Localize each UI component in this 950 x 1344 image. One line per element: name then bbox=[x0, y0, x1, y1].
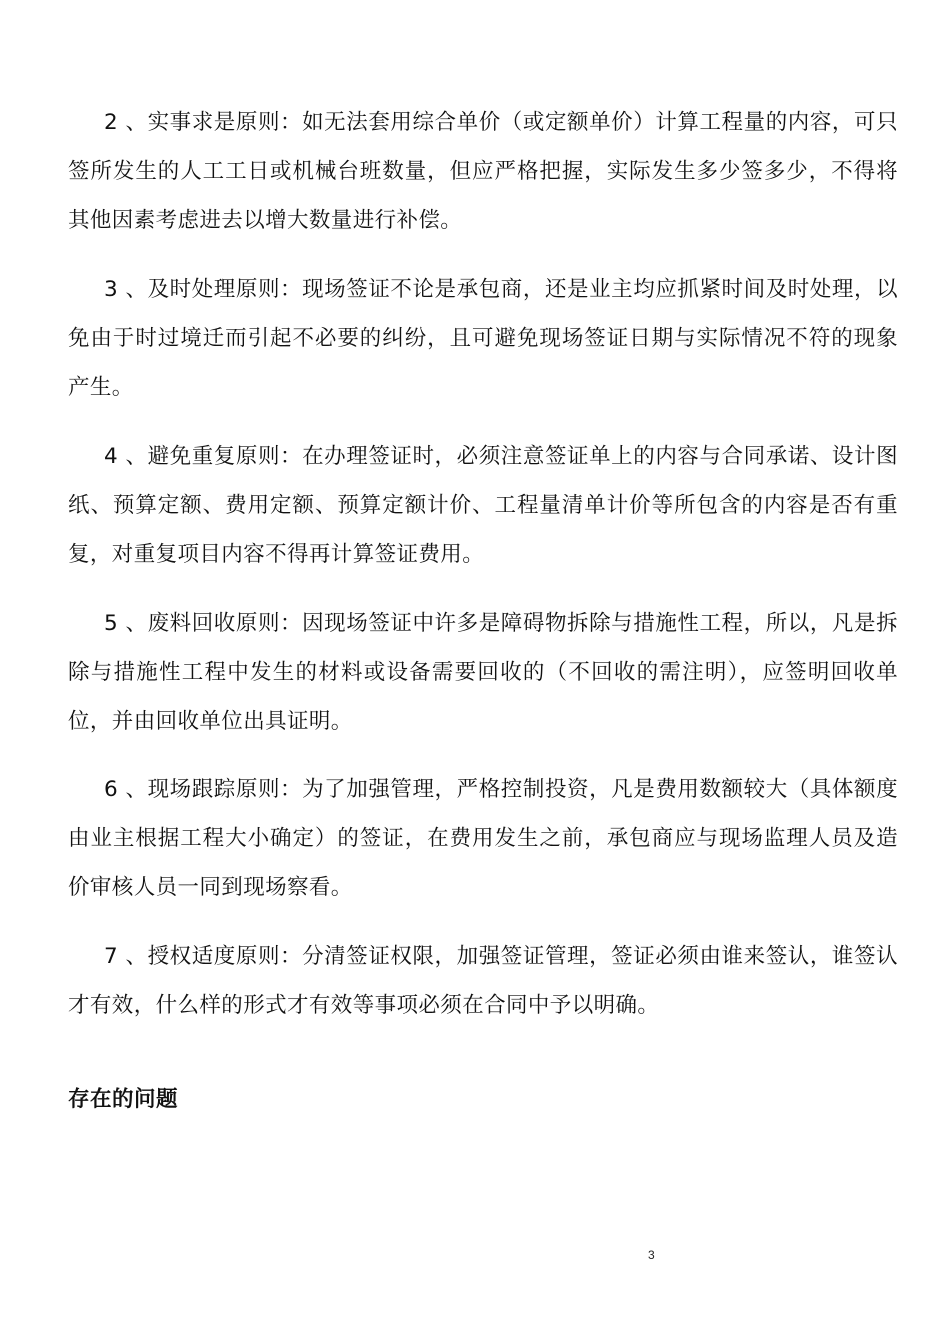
principle-paragraph-2: 2 、实事求是原则：如无法套用综合单价（或定额单价）计算工程量的内容，可只签所发生的人工工日或机械台班数量，但应严格把握，实际发生多少签多少，不得将其他因素考虑进去以增大数量进行补偿。 bbox=[68, 110, 898, 233]
principle-paragraph-4: 4 、避免重复原则：在办理签证时，必须注意签证单上的内容与合同承诺、设计图纸、预算定额、费用定额、预算定额计价、工程量清单计价等所包含的内容是否有重复，对重复项目内容不得再计算签证费用。 bbox=[68, 444, 898, 567]
page-number: 3 bbox=[648, 1248, 655, 1262]
principle-paragraph-7: 7 、授权适度原则：分清签证权限，加强签证管理，签证必须由谁来签认，谁签认才有效，什么样的形式才有效等事项必须在合同中予以明确。 bbox=[68, 944, 898, 1018]
principle-paragraph-3: 3 、及时处理原则：现场签证不论是承包商，还是业主均应抓紧时间及时处理，以免由于时过境迁而引起不必要的纠纷，且可避免现场签证日期与实际情况不符的现象产生。 bbox=[68, 277, 898, 400]
principle-paragraph-6: 6 、现场跟踪原则：为了加强管理，严格控制投资，凡是费用数额较大（具体额度由业主根据工程大小确定）的签证，在费用发生之前，承包商应与现场监理人员及造价审核人员一同到现场察看。 bbox=[68, 777, 898, 900]
section-heading: 存在的问题 bbox=[68, 1087, 179, 1112]
principle-paragraph-5: 5 、废料回收原则：因现场签证中许多是障碍物拆除与措施性工程，所以，凡是拆除与措施性工程中发生的材料或设备需要回收的（不回收的需注明），应签明回收单位，并由回收单位出具证明。 bbox=[68, 611, 898, 734]
